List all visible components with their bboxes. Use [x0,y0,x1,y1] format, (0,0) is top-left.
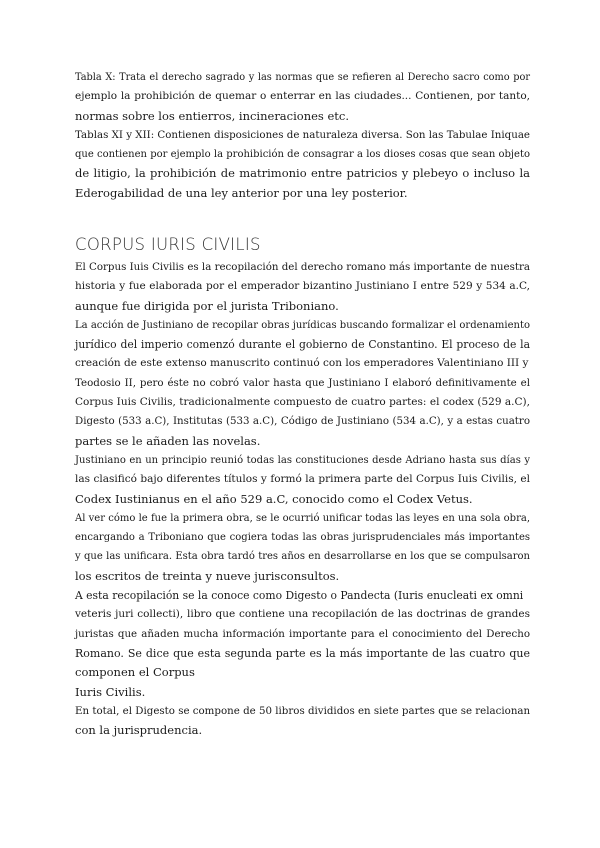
text-line: A esta recopilación se la conoce como Digesto o Pandecta (Iuris enucleati ex omni [75,589,524,603]
text-line: creación de este extenso manuscrito continuó con los emperadores Valentiniano III y [75,357,529,370]
text-line: Al ver cómo le fue la primera obra, se le ocurrió unificar todas las leyes en una sola obra, [75,512,530,524]
text-line: encargando a Triboniano que cogiera todas las obras jurisprudenciales más importantes [75,532,530,544]
text-line: veteris juri collecti), libro que contiene una recopilación de las doctrinas de grandes [75,608,530,621]
text-line: con la jurisprudencia. [75,723,203,738]
text-line: las clasificó bajo diferentes títulos y formó la primera parte del Corpus Iuis Civilis, el [75,473,530,486]
text-line: Tabla X: Trata el derecho sagrado y las normas que se refieren al Derecho sacro como por [75,72,530,83]
text-line: aunque fue dirigida por el jurista Triboniano. [75,298,339,313]
text-line: los escritos de treinta y nueve jurisconsultos. [75,568,340,583]
section-tablas [75,68,530,203]
text-line: La acción de Justiniano de recopilar obras jurídicas buscando formalizar el ordenamiento [75,319,530,331]
section-heading: CORPUS IURIS CIVILIS [75,235,261,254]
text-line: Justiniano en un principio reunió todas las constituciones desde Adriano hasta sus días y [75,454,530,466]
text-line: En total, el Digesto se compone de 50 libros divididos en siete partes que se relacionan [75,704,531,717]
text-line: jurídico del imperio comenzó durante el gobierno de Constantino. El proceso de la [75,338,530,352]
text-line: Digesto (533 a.C), Institutas (533 a.C), Código de Justiniano (534 a.C), y a estas cuatro [75,415,530,428]
text-line: Codex Iustinianus en el año 529 a.C, conocido como el Codex Vetus. [75,491,473,506]
text-line: Corpus Iuis Civilis, tradicionalmente compuesto de cuatro partes: el codex (529 a.C), [75,396,530,409]
text-line: Ederogabilidad de una ley anterior por una ley posterior. [75,185,408,200]
text-line: de litigio, la prohibición de matrimonio entre patricios y plebeyo o incluso la [75,166,530,181]
text-line: normas sobre los entierros, incineraciones etc. [75,108,350,123]
text-line: componen el Corpus [75,665,195,680]
text-line: historia y fue elaborada por el emperador bizantino Justiniano I entre 529 y 534 a.C, [75,280,530,293]
section-corpus [75,258,530,740]
text-line: ejemplo la prohibición de quemar o enterrar en las ciudades... Contienen, por tanto, [75,90,530,103]
text-line: partes se le añaden las novelas. [75,433,261,448]
text-line: juristas que añaden mucha información importante para el conocimiento del Derecho [75,627,530,640]
text-line: Romano. Se dice que esta segunda parte es la más importante de las cuatro que [75,646,530,660]
text-line: Iuris Civilis. [75,684,146,699]
text-line: que contienen por ejemplo la prohibición de consagrar a los dioses cosas que sean objeto [75,149,530,161]
text-line: El Corpus Iuis Civilis es la recopilación del derecho romano más importante de nuestra [75,261,530,273]
text-line: Tablas XI y XII: Contienen disposiciones de naturaleza diversa. Son las Tabulae Iniquae [75,128,530,141]
text-line: Teodosio II, pero éste no cobró valor hasta que Justiniano I elaboró definitivamente el [75,376,530,389]
text-line: y que las unificara. Esta obra tardó tres años en desarrollarse en los que se compulsaron [75,551,530,563]
